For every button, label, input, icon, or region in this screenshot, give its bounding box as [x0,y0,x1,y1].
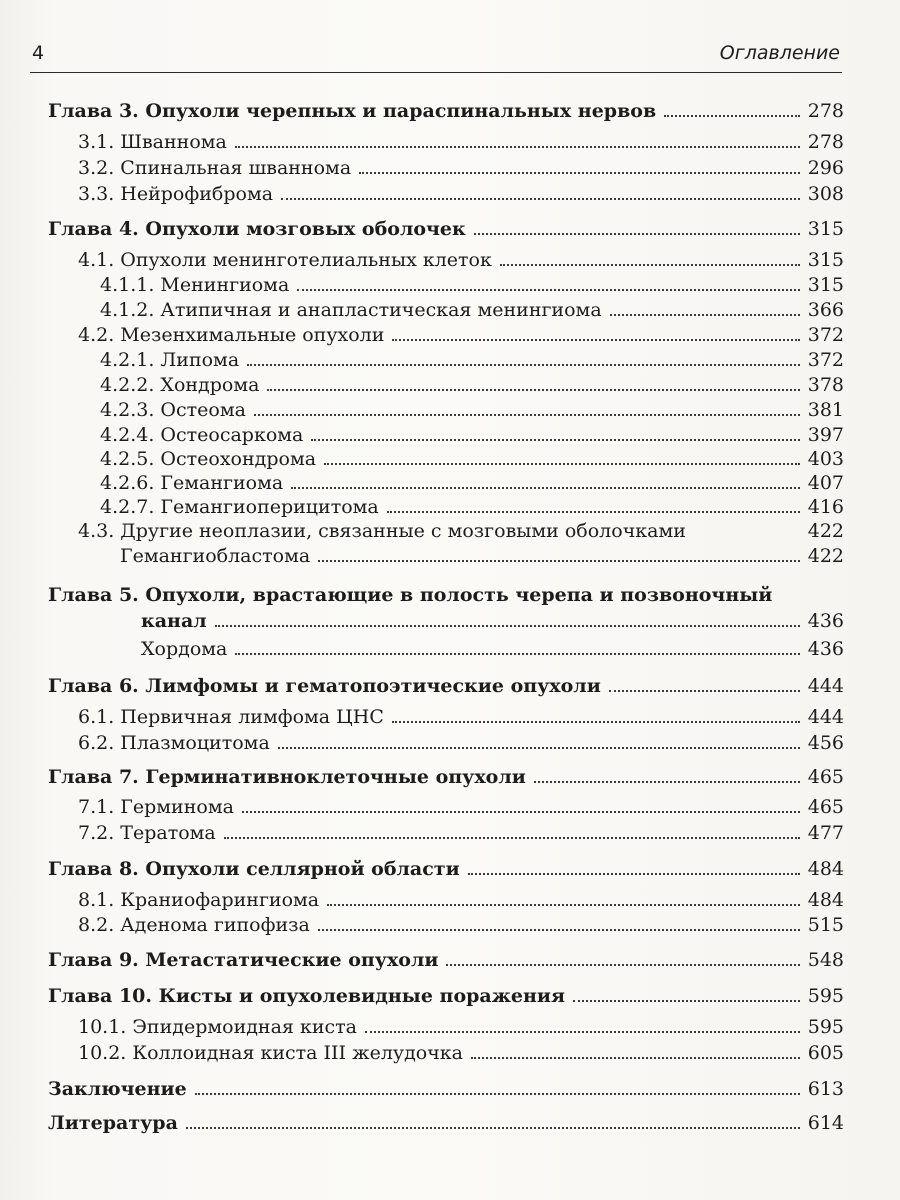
toc-entry-title: 6.1. Первичная лимфома ЦНС [78,706,384,728]
toc-entry-4-2-1[interactable] [48,347,844,373]
toc-entry-title: 4.2.7. Гемангиоперицитома [100,496,379,518]
toc-entry-10-2[interactable] [48,1040,844,1066]
toc-entry-page: 422 [807,545,844,567]
dot-leader [195,1093,800,1095]
toc-entry-page: 372 [807,324,844,346]
dot-leader [235,146,800,148]
toc-entry-4-2-2[interactable] [48,372,844,398]
toc-entry-title: 8.2. Аденома гипофиза [78,914,310,936]
toc-entry-title: 3.1. Шваннома [78,131,227,153]
dot-leader [387,511,800,513]
toc-entry-3-1[interactable] [48,129,844,155]
toc-entry-page: 548 [807,949,844,971]
toc-entry-page: 444 [807,706,844,728]
dot-leader [297,289,799,291]
toc-entry-page: 595 [807,985,844,1007]
dot-leader [278,747,800,749]
toc-entry-title: Глава 7. Герминативноклеточные опухоли [48,766,526,788]
toc-entry-page: 436 [807,638,844,660]
toc-entry-page: 372 [807,349,844,371]
dot-leader [474,233,800,235]
toc-entry-6-1[interactable] [48,704,844,730]
toc-entry-title: Заключение [48,1078,187,1100]
toc-entry-4-2[interactable] [48,322,844,348]
dot-leader [215,625,800,627]
toc-entry-chapter-5[interactable] [48,582,844,608]
dot-leader [324,463,800,465]
toc-entry-title: Глава 4. Опухоли мозговых оболочек [48,218,466,240]
toc-entry-title: 4.2.5. Остеохондрома [100,448,317,470]
toc-entry-page: 407 [807,472,844,494]
dot-leader [471,1057,800,1059]
dot-leader [359,172,800,174]
dot-leader [327,904,800,906]
toc-entry-4-2-4[interactable] [48,422,844,448]
toc-entry-page: 484 [807,858,844,880]
toc-entry-page: 296 [807,157,844,179]
toc-entry-title: 4.2.6. Гемангиома [100,472,284,494]
toc-entry-chapter-9[interactable] [48,947,844,973]
dot-leader [186,1127,800,1129]
toc-entry-title: Литература [48,1112,178,1134]
dot-leader [664,115,800,117]
toc-entry-10-1[interactable] [48,1014,844,1040]
toc-entry-chapter-10[interactable] [48,983,844,1009]
page-number: 4 [32,42,45,64]
toc-entry-title: Глава 6. Лимфомы и гематопоэтические опухоли [48,675,601,697]
toc-entry-page: 422 [807,520,844,542]
toc-entry-page: 605 [807,1042,844,1064]
toc-entry-8-2[interactable] [48,912,844,938]
toc-entry-page: 465 [807,796,844,818]
dot-leader [291,487,800,489]
toc-entry-page: 308 [807,183,844,205]
toc-entry-chapter-4[interactable] [48,216,844,242]
toc-entry-page: 477 [807,822,844,844]
dot-leader [267,389,799,391]
toc-entry-title: 4.3. Другие неоплазии, связанные с мозговыми оболочками [78,520,686,542]
toc-entry-page: 378 [807,374,844,396]
toc-entry-page: 595 [807,1016,844,1038]
toc-entry-7-1[interactable] [48,794,844,820]
toc-entry-title: 4.2. Мезенхимальные опухоли [78,324,385,346]
toc-entry-6-2[interactable] [48,730,844,756]
toc-entry-title: Глава 5. Опухоли, врастающие в полость черепа и позвоночный [48,584,773,606]
toc-entry-references[interactable] [48,1110,844,1136]
toc-entry-title: Глава 3. Опухоли черепных и параспинальных нервов [48,100,657,122]
toc-entry-title: 4.2.1. Липома [100,349,240,371]
toc-entry-title: 7.1. Герминома [78,796,234,818]
toc-entry-chapter-6[interactable] [48,673,844,699]
toc-entry-3-3[interactable] [48,181,844,207]
toc-entry-title: 3.2. Спинальная шваннома [78,157,352,179]
toc-entry-chapter-8[interactable] [48,856,844,882]
toc-entry-8-1[interactable] [48,887,844,913]
toc-entry-4-1-1[interactable] [48,272,844,298]
toc-entry-chapter-7[interactable] [48,764,844,790]
toc-entry-page: 614 [807,1112,844,1134]
dot-leader [318,560,800,562]
toc-entry-conclusion[interactable] [48,1076,844,1102]
toc-entry-title: канал [141,610,207,632]
toc-entry-7-2[interactable] [48,820,844,846]
dot-leader [247,364,800,366]
toc-entry-page: 484 [807,889,844,911]
toc-entry-page: 444 [807,675,844,697]
toc-entry-4-2-6[interactable] [48,470,844,496]
toc-entry-title: Гемангиобластома [120,545,311,567]
toc-entry-title: 4.1.2. Атипичная и анапластическая менингиома [100,299,602,321]
toc-entry-title: 4.1. Опухоли менинготелиальных клеток [78,249,492,271]
toc-entry-page: 278 [807,131,844,153]
toc-entry-page: 381 [807,399,844,421]
toc-entry-page: 403 [807,448,844,470]
page-header [30,36,842,73]
toc-entry-page: 397 [807,424,844,446]
toc-entry-title: Глава 8. Опухоли селлярной области [48,858,460,880]
dot-leader [392,721,800,723]
running-title: Оглавление [719,42,840,64]
toc-entry-title: Хордома [141,638,228,660]
dot-leader [318,929,800,931]
dot-leader [500,264,800,266]
toc-entry-hemangioblastoma[interactable] [48,543,844,569]
toc-entry-title: 10.2. Коллоидная киста III желудочка [78,1042,463,1064]
dot-leader [534,781,800,783]
toc-entry-page: 315 [807,249,844,271]
dot-leader [610,314,800,316]
toc-entry-chapter-3[interactable] [48,98,844,124]
toc-entry-4-3[interactable] [48,518,844,544]
toc-entry-title: 6.2. Плазмоцитома [78,732,270,754]
toc-entry-page: 465 [807,766,844,788]
toc-entry-4-2-5[interactable] [48,446,844,472]
toc-entry-title: 4.2.2. Хондрома [100,374,260,396]
toc-entry-chapter-5-cont[interactable] [48,608,844,634]
dot-leader [281,198,800,200]
toc-entry-3-2[interactable] [48,155,844,181]
toc-entry-page: 436 [807,610,844,632]
toc-entry-chordoma[interactable] [48,636,844,662]
toc-entry-page: 315 [807,274,844,296]
toc-entry-title: 10.1. Эпидермоидная киста [78,1016,357,1038]
toc-entry-title: 4.2.4. Остеосаркома [100,424,304,446]
toc-entry-title: 7.2. Тератома [78,822,216,844]
dot-leader [365,1031,800,1033]
toc-entry-4-2-7[interactable] [48,494,844,520]
toc-entry-title: 4.1.1. Менингиома [100,274,290,296]
toc-entry-page: 278 [807,100,844,122]
dot-leader [311,439,799,441]
dot-leader [446,964,799,966]
dot-leader [224,837,800,839]
toc-entry-page: 613 [807,1078,844,1100]
toc-entry-title: 3.3. Нейрофиброма [78,183,274,205]
toc-entry-title: 8.1. Краниофарингиома [78,889,320,911]
dot-leader [573,1000,800,1002]
toc-entry-page: 515 [807,914,844,936]
toc-entry-title: 4.2.3. Остеома [100,399,246,421]
dot-leader [468,873,800,875]
dot-leader [609,690,800,692]
toc-entry-page: 366 [807,299,844,321]
toc-entry-4-1-2[interactable] [48,297,844,323]
toc-entry-title: Глава 9. Метастатические опухоли [48,949,439,971]
toc-entry-title: Глава 10. Кисты и опухолевидные поражения [48,985,566,1007]
dot-leader [392,339,799,341]
dot-leader [254,414,800,416]
toc-entry-page: 456 [807,732,844,754]
toc-entry-4-1[interactable] [48,247,844,273]
toc-entry-page: 315 [807,218,844,240]
toc-entry-page: 416 [807,496,844,518]
dot-leader [242,811,800,813]
toc-entry-4-2-3[interactable] [48,397,844,423]
dot-leader [235,653,799,655]
